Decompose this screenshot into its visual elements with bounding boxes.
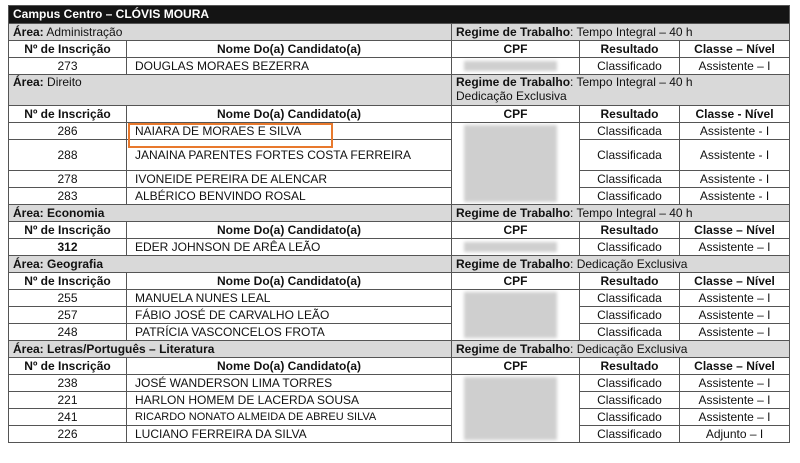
inscricao-cell: 226: [9, 426, 127, 443]
column-header-row: [9, 273, 790, 290]
col-cpf: CPF: [452, 106, 580, 123]
table-row: [9, 375, 790, 392]
resultado-cell: Classificado: [580, 239, 680, 256]
area-name: Geografia: [47, 256, 104, 271]
col-classe: Classe – Nível: [680, 222, 790, 239]
col-resultado: Resultado: [580, 106, 680, 123]
table-row: [9, 58, 790, 75]
campus-title: Campus Centro – CLÓVIS MOURA: [9, 6, 790, 24]
classe-cell: Assistente – I: [680, 392, 790, 409]
table-row: [9, 188, 790, 205]
regime-label: Regime de Trabalho: [456, 24, 571, 39]
col-cpf: CPF: [452, 41, 580, 58]
regime-cell: [452, 205, 790, 222]
nome-cell: NAIARA DE MORAES E SILVA: [127, 123, 452, 140]
col-resultado: Resultado: [580, 358, 680, 375]
area-label: Área:: [13, 205, 44, 220]
regime-value: : Tempo Integral – 40 h: [570, 24, 693, 39]
inscricao-cell: 273: [9, 58, 127, 75]
area-name: Letras/Português – Literatura: [47, 341, 215, 356]
table-row: [9, 426, 790, 443]
table-row: [9, 123, 790, 140]
area-cell: [9, 24, 452, 41]
area-row-geografia: [9, 256, 790, 273]
nome-cell: JOSÉ WANDERSON LIMA TORRES: [127, 375, 452, 392]
nome-cell: ALBÉRICO BENVINDO ROSAL: [127, 188, 452, 205]
nome-cell: RICARDO NONATO ALMEIDA DE ABREU SILVA: [127, 409, 452, 426]
nome-cell: PATRÍCIA VASCONCELOS FROTA: [127, 324, 452, 341]
cpf-cell-redacted: [452, 239, 580, 256]
col-nome: Nome Do(a) Candidato(a): [127, 358, 452, 375]
table-row: [9, 307, 790, 324]
classe-cell: Assistente – I: [680, 324, 790, 341]
resultado-cell: Classificado: [580, 409, 680, 426]
nome-cell: IVONEIDE PEREIRA DE ALENCAR: [127, 171, 452, 188]
col-nome: Nome Do(a) Candidato(a): [127, 106, 452, 123]
col-resultado: Resultado: [580, 222, 680, 239]
nome-cell: EDER JOHNSON DE ARÊA LEÃO: [127, 239, 452, 256]
resultado-cell: Classificado: [580, 307, 680, 324]
col-classe: Classe - Nível: [680, 106, 790, 123]
nome-cell: FÁBIO JOSÉ DE CARVALHO LEÃO: [127, 307, 452, 324]
column-header-row: [9, 41, 790, 58]
redaction-blur: [464, 61, 557, 71]
regime-value: : Tempo Integral – 40 h: [570, 75, 693, 89]
cpf-cell-redacted: [452, 123, 580, 205]
regime-label: Regime de Trabalho: [456, 75, 571, 89]
nome-cell: HARLON HOMEM DE LACERDA SOUSA: [127, 392, 452, 409]
inscricao-cell: 257: [9, 307, 127, 324]
table-row: [9, 171, 790, 188]
results-table: [8, 5, 790, 443]
resultado-cell: Classificado: [580, 375, 680, 392]
resultado-cell: Classificada: [580, 324, 680, 341]
regime-value: : Dedicação Exclusiva: [570, 341, 688, 356]
inscricao-cell: 278: [9, 171, 127, 188]
col-cpf: CPF: [452, 273, 580, 290]
area-label: Área:: [13, 75, 44, 89]
area-row-direito: [9, 75, 790, 106]
table-row: [9, 290, 790, 307]
resultado-cell: Classificada: [580, 140, 680, 171]
col-nome: Nome Do(a) Candidato(a): [127, 41, 452, 58]
nome-cell: MANUELA NUNES LEAL: [127, 290, 452, 307]
area-cell: [9, 205, 452, 222]
inscricao-cell: 283: [9, 188, 127, 205]
column-header-row: [9, 358, 790, 375]
col-classe: Classe – Nível: [680, 41, 790, 58]
redaction-blur: [464, 125, 557, 202]
classe-cell: Assistente – I: [680, 58, 790, 75]
col-inscricao: Nº de Inscrição: [9, 358, 127, 375]
col-classe: Classe – Nível: [680, 358, 790, 375]
classe-cell: Assistente – I: [680, 375, 790, 392]
regime-cell: [452, 341, 790, 358]
col-nome: Nome Do(a) Candidato(a): [127, 222, 452, 239]
classe-cell: Assistente – I: [680, 290, 790, 307]
classe-cell: Assistente – I: [680, 307, 790, 324]
regime-label: Regime de Trabalho: [456, 341, 571, 356]
inscricao-cell: 255: [9, 290, 127, 307]
area-cell: [9, 75, 452, 106]
col-cpf: CPF: [452, 358, 580, 375]
area-label: Área:: [13, 256, 44, 271]
resultado-cell: Classificada: [580, 290, 680, 307]
area-name: Direito: [47, 75, 82, 89]
col-classe: Classe – Nível: [680, 273, 790, 290]
col-resultado: Resultado: [580, 41, 680, 58]
col-inscricao: Nº de Inscrição: [9, 106, 127, 123]
redaction-blur: [464, 242, 557, 252]
regime-cell: [452, 75, 790, 106]
table-row: [9, 409, 790, 426]
area-name: Economia: [47, 205, 105, 220]
classe-cell: Assistente - I: [680, 123, 790, 140]
col-nome: Nome Do(a) Candidato(a): [127, 273, 452, 290]
table-row: [9, 324, 790, 341]
cpf-cell-redacted: [452, 58, 580, 75]
campus-header-row: [9, 6, 790, 24]
inscricao-cell: 312: [9, 239, 127, 256]
inscricao-cell: 286: [9, 123, 127, 140]
nome-cell: DOUGLAS MORAES BEZERRA: [127, 58, 452, 75]
regime-cell: [452, 256, 790, 273]
redaction-blur: [464, 377, 557, 440]
regime-label: Regime de Trabalho: [456, 256, 571, 271]
inscricao-cell: 288: [9, 140, 127, 171]
cpf-cell-redacted: [452, 375, 580, 443]
col-cpf: CPF: [452, 222, 580, 239]
inscricao-cell: 241: [9, 409, 127, 426]
nome-cell: LUCIANO FERREIRA DA SILVA: [127, 426, 452, 443]
regime-value: : Tempo Integral – 40 h: [570, 205, 693, 220]
classe-cell: Assistente - I: [680, 140, 790, 171]
classe-cell: Assistente – I: [680, 239, 790, 256]
cpf-cell-redacted: [452, 290, 580, 341]
resultado-cell: Classificada: [580, 171, 680, 188]
column-header-row: [9, 222, 790, 239]
area-cell: [9, 341, 452, 358]
resultado-cell: Classificada: [580, 123, 680, 140]
results-document: [8, 5, 789, 443]
regime-label: Regime de Trabalho: [456, 205, 571, 220]
regime-value: : Dedicação Exclusiva: [570, 256, 688, 271]
resultado-cell: Classificado: [580, 188, 680, 205]
col-inscricao: Nº de Inscrição: [9, 222, 127, 239]
regime-extra: Dedicação Exclusiva: [456, 89, 567, 103]
inscricao-cell: 238: [9, 375, 127, 392]
classe-cell: Assistente – I: [680, 409, 790, 426]
area-label: Área:: [13, 341, 44, 356]
resultado-cell: Classificado: [580, 426, 680, 443]
col-inscricao: Nº de Inscrição: [9, 273, 127, 290]
area-row-administracao: [9, 24, 790, 41]
table-row: [9, 239, 790, 256]
area-row-economia: [9, 205, 790, 222]
resultado-cell: Classificado: [580, 58, 680, 75]
inscricao-cell: 248: [9, 324, 127, 341]
classe-cell: Adjunto – I: [680, 426, 790, 443]
col-inscricao: Nº de Inscrição: [9, 41, 127, 58]
column-header-row: [9, 106, 790, 123]
table-row: [9, 140, 790, 171]
area-cell: [9, 256, 452, 273]
classe-cell: Assistente - I: [680, 188, 790, 205]
regime-cell: [452, 24, 790, 41]
col-resultado: Resultado: [580, 273, 680, 290]
nome-cell: JANAINA PARENTES FORTES COSTA FERREIRA: [127, 140, 452, 171]
redaction-blur: [464, 292, 557, 338]
classe-cell: Assistente - I: [680, 171, 790, 188]
area-row-letras: [9, 341, 790, 358]
inscricao-cell: 221: [9, 392, 127, 409]
table-row: [9, 392, 790, 409]
area-name: Administração: [46, 24, 123, 39]
area-label: Área:: [13, 24, 44, 39]
resultado-cell: Classificado: [580, 392, 680, 409]
